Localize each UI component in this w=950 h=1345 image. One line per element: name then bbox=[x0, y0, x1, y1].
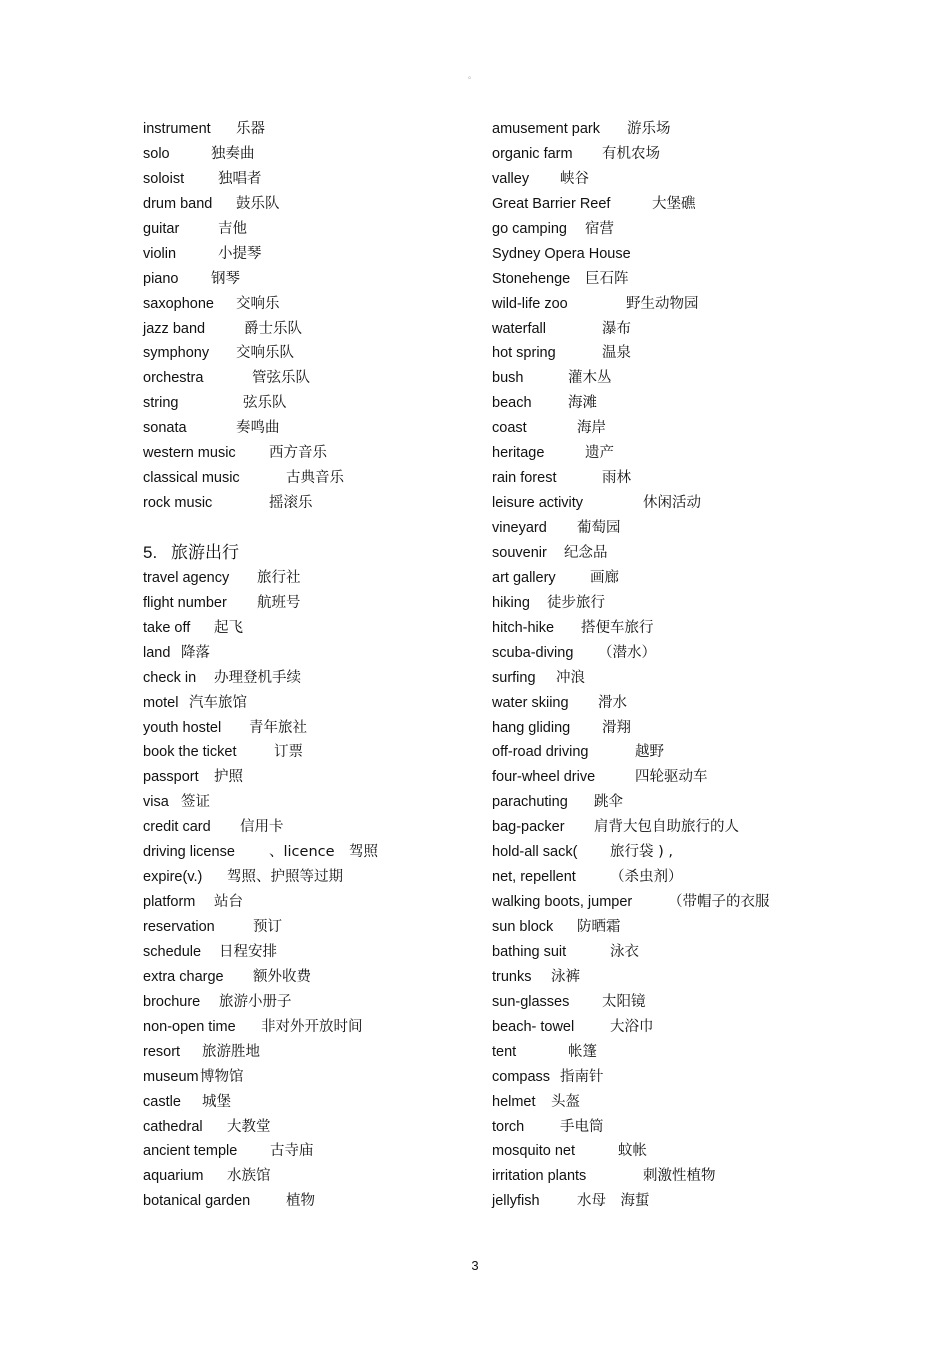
vocab-row bbox=[143, 142, 463, 167]
english-term: parachuting bbox=[492, 794, 568, 811]
vocab-row bbox=[143, 516, 463, 541]
chinese-translation: 古寺庙 bbox=[270, 1143, 314, 1160]
chinese-translation: 跳伞 bbox=[594, 794, 623, 811]
english-term: hot spring bbox=[492, 345, 556, 362]
chinese-translation: 越野 bbox=[635, 744, 664, 761]
chinese-translation: 大浴巾 bbox=[610, 1018, 654, 1035]
chinese-translation: 刺激性植物 bbox=[643, 1168, 716, 1185]
chinese-translation: 汽车旅馆 bbox=[189, 694, 247, 711]
english-term: souvenir bbox=[492, 544, 547, 561]
chinese-translation: 、licence 驾照 bbox=[269, 844, 379, 861]
english-term: schedule bbox=[143, 943, 202, 960]
english-term: compass bbox=[492, 1068, 551, 1085]
vocab-row bbox=[143, 341, 463, 366]
english-term: water skiing bbox=[492, 694, 569, 711]
english-term: drum band bbox=[143, 195, 213, 212]
english-term: bathing suit bbox=[492, 943, 567, 960]
english-term: vineyard bbox=[492, 520, 547, 536]
vocab-row bbox=[143, 840, 463, 865]
english-term: western music bbox=[143, 445, 236, 462]
vocab-row bbox=[492, 192, 812, 217]
chinese-translation: 指南针 bbox=[560, 1068, 604, 1085]
vocab-row bbox=[492, 267, 812, 292]
chinese-translation: 葡萄园 bbox=[577, 520, 621, 536]
english-term: beach bbox=[492, 395, 532, 412]
english-term: beach- towel bbox=[492, 1018, 575, 1035]
vocab-row bbox=[492, 366, 812, 391]
chinese-translation: 宿营 bbox=[585, 220, 614, 237]
english-term: orchestra bbox=[143, 370, 204, 387]
english-term: land bbox=[143, 644, 171, 661]
vocab-row bbox=[492, 416, 812, 441]
english-term: net, repellent bbox=[492, 869, 576, 886]
english-term: brochure bbox=[143, 993, 201, 1010]
english-term: sun block bbox=[492, 919, 554, 935]
section-heading bbox=[143, 541, 463, 566]
vocab-row bbox=[492, 142, 812, 167]
english-term: travel agency bbox=[143, 569, 230, 586]
vocab-row bbox=[492, 890, 812, 915]
chinese-translation: 驾照、护照等过期 bbox=[227, 869, 343, 886]
chinese-translation: 古典音乐 bbox=[286, 470, 344, 487]
vocab-row bbox=[143, 242, 463, 267]
vocab-row bbox=[492, 915, 812, 940]
vocab-row bbox=[143, 865, 463, 890]
english-term: scuba-diving bbox=[492, 644, 574, 661]
english-term: Stonehenge bbox=[492, 270, 571, 287]
english-term: sun-glasses bbox=[492, 993, 570, 1010]
vocab-row bbox=[143, 815, 463, 840]
chinese-translation: 大教堂 bbox=[227, 1118, 271, 1135]
vocab-row bbox=[492, 1189, 812, 1214]
english-term: piano bbox=[143, 270, 179, 287]
chinese-translation: 航班号 bbox=[257, 594, 301, 611]
vocab-row bbox=[143, 366, 463, 391]
english-term: tent bbox=[492, 1043, 517, 1060]
english-term: violin bbox=[143, 245, 177, 262]
vocab-row bbox=[143, 217, 463, 242]
vocab-row bbox=[492, 217, 812, 242]
chinese-translation: 爵士乐队 bbox=[244, 320, 302, 337]
vocab-row bbox=[143, 416, 463, 441]
chinese-translation: 游乐场 bbox=[627, 121, 671, 137]
vocab-row bbox=[143, 117, 463, 142]
chinese-translation: 城堡 bbox=[202, 1093, 231, 1110]
chinese-translation: 非对外开放时间 bbox=[261, 1018, 363, 1035]
english-term: hang gliding bbox=[492, 719, 571, 736]
english-term: instrument bbox=[143, 121, 211, 137]
vocab-row bbox=[143, 1189, 463, 1214]
chinese-translation: 瀑布 bbox=[602, 320, 631, 337]
vocab-row bbox=[143, 591, 463, 616]
chinese-translation: 植物 bbox=[286, 1193, 315, 1210]
english-term: helmet bbox=[492, 1093, 536, 1110]
vocab-row bbox=[143, 1090, 463, 1115]
vocab-row bbox=[143, 915, 463, 940]
chinese-translation: 肩背大包自助旅行的人 bbox=[594, 819, 739, 836]
vocab-row bbox=[492, 466, 812, 491]
english-term: cathedral bbox=[143, 1118, 203, 1135]
chinese-translation: 钢琴 bbox=[211, 270, 240, 287]
english-term: rain forest bbox=[492, 470, 557, 487]
chinese-translation: 西方音乐 bbox=[269, 445, 327, 462]
english-term: waterfall bbox=[492, 320, 546, 337]
english-term: take off bbox=[143, 619, 191, 636]
chinese-translation: 峡谷 bbox=[560, 170, 589, 187]
vocab-row bbox=[492, 840, 812, 865]
vocab-row bbox=[492, 790, 812, 815]
vocab-row bbox=[143, 441, 463, 466]
english-term: non-open time bbox=[143, 1018, 236, 1035]
vocab-row bbox=[143, 716, 463, 741]
vocab-row bbox=[492, 391, 812, 416]
vocab-row bbox=[143, 740, 463, 765]
english-term: Great Barrier Reef bbox=[492, 195, 611, 212]
chinese-translation: 有机农场 bbox=[602, 145, 660, 162]
chinese-translation: 降落 bbox=[181, 644, 210, 661]
chinese-translation: 滑水 bbox=[598, 694, 627, 711]
english-term: book the ticket bbox=[143, 744, 237, 761]
chinese-translation: 徒步旅行 bbox=[547, 594, 605, 611]
vocab-row bbox=[492, 491, 812, 516]
english-term: off-road driving bbox=[492, 744, 589, 761]
chinese-translation: 搭便车旅行 bbox=[581, 619, 654, 636]
chinese-translation: 旅游胜地 bbox=[202, 1043, 260, 1060]
chinese-translation: 鼓乐队 bbox=[236, 195, 280, 212]
vocab-row bbox=[143, 890, 463, 915]
english-term: surfing bbox=[492, 669, 536, 686]
english-term: resort bbox=[143, 1043, 181, 1060]
chinese-translation: 纪念品 bbox=[564, 544, 608, 561]
vocab-row bbox=[143, 192, 463, 217]
vocab-row bbox=[143, 267, 463, 292]
chinese-translation: 滑翔 bbox=[602, 719, 631, 736]
chinese-translation: 摇滚乐 bbox=[269, 495, 313, 512]
english-term: organic farm bbox=[492, 145, 573, 162]
english-term: wild-life zoo bbox=[492, 295, 568, 312]
chinese-translation: 野生动物园 bbox=[626, 295, 699, 312]
english-term: driving license bbox=[143, 844, 235, 861]
vocab-row bbox=[143, 317, 463, 342]
vocab-row bbox=[492, 317, 812, 342]
vocab-row bbox=[492, 1090, 812, 1115]
english-term: amusement park bbox=[492, 121, 600, 137]
vocab-row bbox=[492, 341, 812, 366]
english-term: string bbox=[143, 395, 179, 412]
vocab-row bbox=[492, 1065, 812, 1090]
vocab-row bbox=[492, 566, 812, 591]
vocab-row bbox=[143, 1040, 463, 1065]
chinese-translation: 休闲活动 bbox=[643, 495, 701, 512]
english-term: museum bbox=[143, 1068, 199, 1085]
vocab-row bbox=[492, 1040, 812, 1065]
vocab-row bbox=[492, 117, 812, 142]
vocab-row bbox=[143, 1115, 463, 1140]
chinese-translation: 灌木丛 bbox=[568, 370, 612, 387]
chinese-translation: 旅游出行 bbox=[171, 542, 239, 563]
english-term: classical music bbox=[143, 470, 240, 487]
vocab-row bbox=[143, 616, 463, 641]
english-term: trunks bbox=[492, 968, 532, 985]
vocab-row bbox=[143, 1164, 463, 1189]
english-term: hiking bbox=[492, 594, 530, 611]
chinese-translation: 交响乐 bbox=[236, 295, 280, 312]
english-term: go camping bbox=[492, 220, 567, 237]
vocab-row bbox=[143, 765, 463, 790]
chinese-translation: 水族馆 bbox=[227, 1168, 271, 1185]
vocab-row bbox=[143, 1139, 463, 1164]
chinese-translation: 泳裤 bbox=[551, 968, 580, 985]
english-term: 5. bbox=[143, 542, 158, 562]
chinese-translation: 额外收费 bbox=[253, 968, 311, 985]
chinese-translation: 旅游小册子 bbox=[219, 993, 292, 1010]
chinese-translation: 冲浪 bbox=[556, 669, 585, 686]
chinese-translation: 太阳镜 bbox=[602, 993, 646, 1010]
english-term: motel bbox=[143, 694, 179, 711]
vocab-row bbox=[492, 292, 812, 317]
vocab-row bbox=[143, 666, 463, 691]
english-term: extra charge bbox=[143, 968, 224, 985]
chinese-translation: 奏鸣曲 bbox=[236, 420, 280, 437]
vocab-row bbox=[143, 1015, 463, 1040]
chinese-translation: 小提琴 bbox=[218, 245, 262, 262]
vocab-row bbox=[143, 965, 463, 990]
page-number: 3 bbox=[471, 1258, 479, 1273]
vocab-row bbox=[492, 691, 812, 716]
english-term: rock music bbox=[143, 495, 213, 512]
chinese-translation: 大堡礁 bbox=[652, 195, 696, 212]
vocab-row bbox=[492, 716, 812, 741]
chinese-translation: 订票 bbox=[274, 744, 303, 761]
vocab-row bbox=[492, 1139, 812, 1164]
english-term: youth hostel bbox=[143, 719, 222, 736]
chinese-translation: 旅行社 bbox=[257, 569, 301, 586]
chinese-translation: 手电筒 bbox=[560, 1118, 604, 1135]
vocab-row bbox=[492, 1164, 812, 1189]
english-term: torch bbox=[492, 1118, 525, 1135]
english-term: bush bbox=[492, 370, 524, 387]
chinese-translation: 蚊帐 bbox=[618, 1143, 647, 1160]
chinese-translation: 帐篷 bbox=[568, 1043, 597, 1060]
vocab-row bbox=[492, 765, 812, 790]
vocab-row bbox=[492, 740, 812, 765]
chinese-translation: 温泉 bbox=[602, 345, 631, 362]
english-term: mosquito net bbox=[492, 1143, 576, 1160]
vocab-row bbox=[492, 242, 812, 267]
chinese-translation: 画廊 bbox=[590, 569, 619, 586]
english-term: art gallery bbox=[492, 569, 556, 586]
chinese-translation: 独唱者 bbox=[218, 170, 262, 187]
chinese-translation: 起飞 bbox=[214, 619, 243, 636]
english-term: expire(v.) bbox=[143, 869, 203, 886]
chinese-translation: 日程安排 bbox=[219, 943, 277, 960]
vocab-row bbox=[492, 815, 812, 840]
vocab-row bbox=[492, 167, 812, 192]
vocab-row bbox=[143, 167, 463, 192]
vocab-row bbox=[143, 466, 463, 491]
chinese-translation: 四轮驱动车 bbox=[635, 769, 708, 786]
english-term: platform bbox=[143, 894, 196, 911]
chinese-translation: 签证 bbox=[181, 794, 210, 811]
english-term: visa bbox=[143, 794, 169, 811]
chinese-translation: 泳衣 bbox=[610, 943, 639, 960]
vocab-row bbox=[492, 591, 812, 616]
english-term: guitar bbox=[143, 220, 180, 237]
vocab-row bbox=[143, 491, 463, 516]
english-term: credit card bbox=[143, 819, 211, 836]
chinese-translation: 巨石阵 bbox=[585, 270, 629, 287]
vocab-row bbox=[492, 641, 812, 666]
vocab-row bbox=[143, 391, 463, 416]
vocab-row bbox=[143, 292, 463, 317]
english-term: jazz band bbox=[143, 320, 206, 337]
vocab-row bbox=[492, 865, 812, 890]
vocab-row bbox=[143, 691, 463, 716]
chinese-translation: 预订 bbox=[253, 919, 282, 935]
chinese-translation: 交响乐队 bbox=[236, 345, 294, 362]
chinese-translation: 站台 bbox=[214, 894, 243, 911]
chinese-translation: 弦乐队 bbox=[243, 395, 287, 412]
english-term: aquarium bbox=[143, 1168, 204, 1185]
left-column bbox=[143, 117, 463, 1214]
chinese-translation: 护照 bbox=[214, 769, 243, 786]
vocab-row bbox=[492, 541, 812, 566]
right-column bbox=[492, 117, 812, 1214]
english-term: leisure activity bbox=[492, 495, 584, 512]
vocab-row bbox=[492, 516, 812, 541]
vocab-row bbox=[143, 1065, 463, 1090]
chinese-translation: 吉他 bbox=[218, 220, 247, 237]
chinese-translation: 海滩 bbox=[568, 395, 597, 412]
vocab-row bbox=[492, 940, 812, 965]
chinese-translation: 独奏曲 bbox=[211, 145, 255, 162]
english-term: bag-packer bbox=[492, 819, 565, 836]
english-term: solo bbox=[143, 145, 170, 162]
english-term: hold-all sack( bbox=[492, 844, 578, 861]
chinese-translation: 遗产 bbox=[585, 445, 614, 462]
vocab-row bbox=[492, 666, 812, 691]
chinese-translation: 海岸 bbox=[577, 420, 606, 437]
english-term: soloist bbox=[143, 170, 185, 187]
english-term: ancient temple bbox=[143, 1143, 238, 1160]
english-term: botanical garden bbox=[143, 1193, 251, 1210]
vocab-row bbox=[492, 965, 812, 990]
english-term: coast bbox=[492, 420, 527, 437]
chinese-translation: 信用卡 bbox=[240, 819, 284, 836]
english-term: flight number bbox=[143, 594, 227, 611]
vocab-row bbox=[143, 940, 463, 965]
vocab-row bbox=[492, 990, 812, 1015]
english-term: check in bbox=[143, 669, 197, 686]
english-term: passport bbox=[143, 769, 199, 786]
vocab-row bbox=[143, 641, 463, 666]
vocab-row bbox=[143, 566, 463, 591]
english-term: walking boots, jumper bbox=[492, 894, 633, 911]
english-term: heritage bbox=[492, 445, 545, 462]
english-term: Sydney Opera House bbox=[492, 245, 631, 262]
chinese-translation: 水母 海蜇 bbox=[577, 1193, 650, 1210]
english-term: jellyfish bbox=[492, 1193, 540, 1210]
chinese-translation: 头盔 bbox=[551, 1093, 580, 1110]
chinese-translation: 博物馆 bbox=[200, 1068, 244, 1085]
top-mark: 。 bbox=[468, 71, 476, 80]
english-term: castle bbox=[143, 1093, 181, 1110]
english-term: irritation plants bbox=[492, 1168, 587, 1185]
chinese-translation: 防晒霜 bbox=[577, 919, 621, 935]
english-term: hitch-hike bbox=[492, 619, 555, 636]
english-term: valley bbox=[492, 170, 530, 187]
chinese-translation: 雨林 bbox=[602, 470, 631, 487]
vocab-row bbox=[492, 441, 812, 466]
english-term: four-wheel drive bbox=[492, 769, 596, 786]
chinese-translation: （带帽子的衣服 bbox=[668, 894, 770, 911]
vocab-row bbox=[143, 990, 463, 1015]
vocab-row bbox=[492, 616, 812, 641]
chinese-translation: 旅行袋 ) , bbox=[610, 844, 673, 861]
english-term: saxophone bbox=[143, 295, 214, 312]
chinese-translation: （潜水） bbox=[598, 644, 656, 661]
chinese-translation: （杀虫剂） bbox=[610, 869, 683, 886]
english-term: reservation bbox=[143, 919, 215, 935]
chinese-translation: 青年旅社 bbox=[249, 719, 307, 736]
vocab-row bbox=[492, 1015, 812, 1040]
english-term: sonata bbox=[143, 420, 187, 437]
chinese-translation: 乐器 bbox=[236, 121, 265, 137]
vocab-row bbox=[492, 1115, 812, 1140]
english-term: symphony bbox=[143, 345, 210, 362]
chinese-translation: 管弦乐队 bbox=[252, 370, 310, 387]
chinese-translation: 办理登机手续 bbox=[214, 669, 301, 686]
vocab-row bbox=[143, 790, 463, 815]
